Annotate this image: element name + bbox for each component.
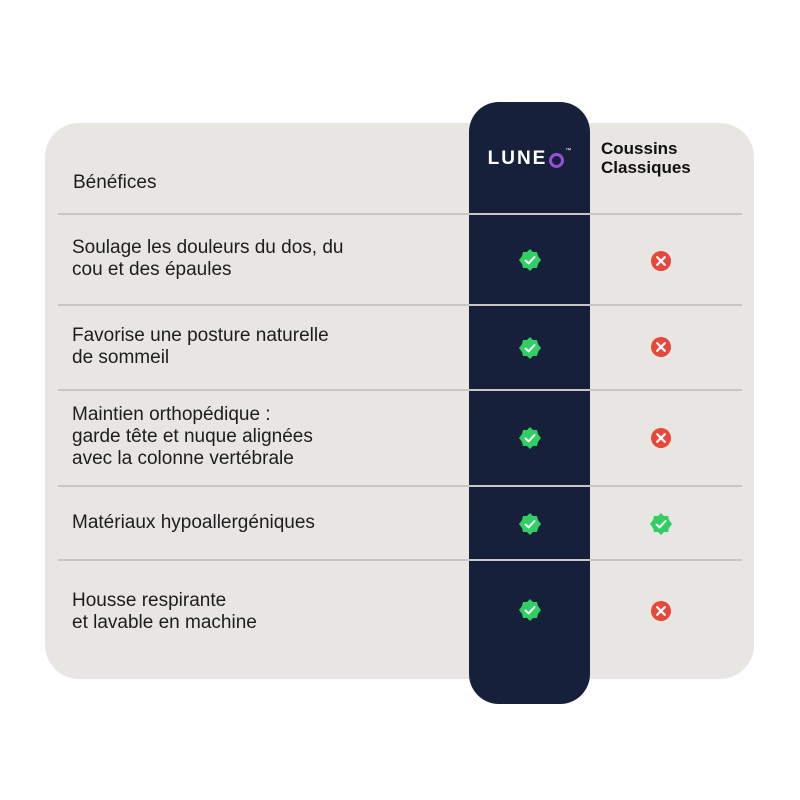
competitor-header-line1: Coussins [601,139,678,158]
cross-icon [650,250,672,272]
check-icon [519,599,541,621]
benefits-header: Bénéfices [73,172,157,193]
benefit-line: de sommeil [72,347,170,368]
check-icon [519,249,541,271]
row-divider [58,559,742,561]
benefit-label-orthopedic [72,404,462,470]
luneo-logo [469,148,590,170]
row-divider [58,485,742,487]
cross-icon [650,600,672,622]
brand-o-ring-icon [549,153,564,168]
row-divider [58,213,742,215]
benefit-label-washable [72,590,462,634]
benefit-line: Maintien orthopédique : [72,404,271,425]
benefit-label-hypoallergenic [72,512,462,534]
brand-name: LUNE [487,148,548,169]
benefit-label-back-pain [72,237,462,281]
benefit-line: cou et des épaules [72,259,232,280]
row-divider [58,389,742,391]
check-icon [519,337,541,359]
cross-icon [650,336,672,358]
check-icon [650,513,672,535]
benefit-line: Favorise une posture naturelle [72,325,329,346]
check-icon [519,513,541,535]
benefit-label-posture [72,325,462,369]
benefit-line: Soulage les douleurs du dos, du [72,237,344,258]
check-icon [519,427,541,449]
trademark-icon: ™ [565,148,572,154]
benefit-line: avec la colonne vertébrale [72,448,294,469]
competitor-header-line2: Classiques [601,158,691,177]
benefit-line: et lavable en machine [72,612,257,633]
row-divider [58,304,742,306]
benefit-line: garde tête et nuque alignées [72,426,313,447]
benefit-line: Matériaux hypoallergéniques [72,512,315,533]
competitor-header [601,139,741,177]
benefit-line: Housse respirante [72,590,227,611]
cross-icon [650,427,672,449]
